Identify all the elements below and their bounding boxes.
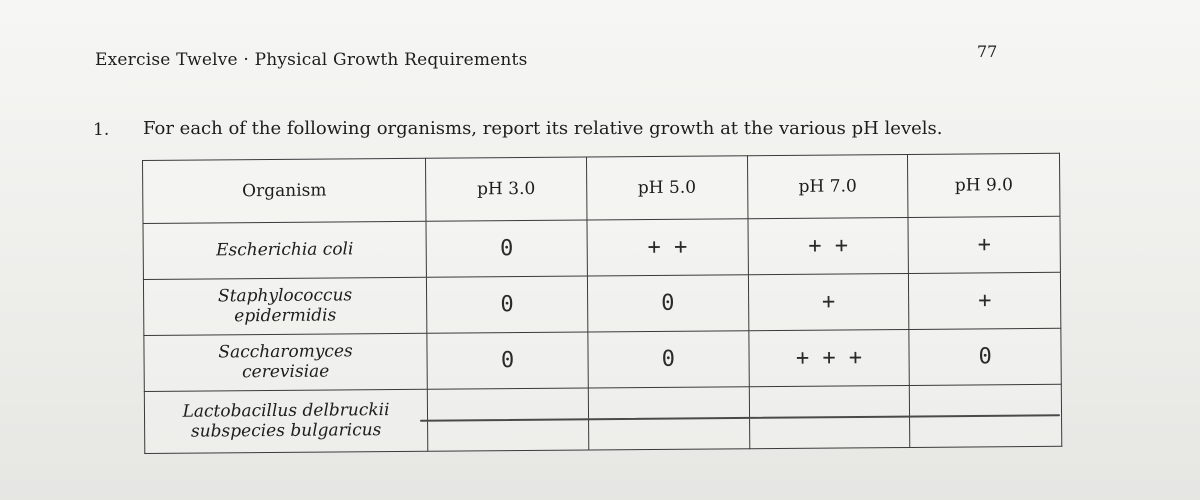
organism-name-line: Lactobacillus delbruckii	[182, 400, 390, 422]
growth-cell-ph7: + +	[748, 217, 909, 274]
table-row	[143, 216, 1060, 279]
organism-name-line: Saccharomyces	[218, 341, 353, 363]
growth-cell-ph5: + +	[587, 219, 748, 276]
growth-cell-ph3: 0	[427, 332, 588, 389]
growth-cell-ph9: +	[908, 216, 1060, 273]
column-header-ph7: pH 7.0	[747, 154, 908, 218]
organism-name-line: Staphylococcus	[217, 285, 353, 307]
growth-cell-ph5: 0	[587, 275, 748, 332]
column-header-ph5: pH 5.0	[586, 156, 747, 220]
table-row	[143, 272, 1060, 335]
growth-cell-ph9: +	[909, 272, 1061, 329]
growth-cell-ph3: 0	[426, 220, 587, 277]
table-row	[144, 328, 1061, 391]
organism-name-line: Escherichia coli	[216, 239, 354, 261]
question-text: For each of the following organisms, report its relative growth at the various pH levels.	[143, 118, 943, 139]
organism-cell	[144, 333, 428, 391]
ph-growth-table	[142, 153, 1062, 454]
running-head: Exercise Twelve · Physical Growth Requirements	[95, 50, 528, 70]
growth-cell-ph3: 0	[427, 276, 588, 333]
growth-cell-ph7: + + +	[748, 329, 909, 386]
growth-cell-ph9: 0	[909, 328, 1061, 385]
column-header-ph3: pH 3.0	[426, 157, 587, 221]
growth-cell-ph5: 0	[588, 331, 749, 388]
organism-name-line: cerevisiae	[242, 361, 330, 382]
organism-cell	[144, 389, 428, 453]
column-header-organism: Organism	[143, 158, 427, 223]
organism-name-line: epidermidis	[234, 304, 337, 326]
table-header-row	[143, 153, 1060, 223]
column-header-ph9: pH 9.0	[908, 153, 1060, 217]
question-number: 1.	[93, 120, 110, 140]
organism-cell	[143, 221, 427, 279]
organism-name-line: subspecies bulgaricus	[190, 419, 382, 442]
page-number: 77	[977, 42, 998, 61]
organism-cell	[143, 277, 427, 335]
growth-cell-ph7: +	[748, 273, 909, 330]
